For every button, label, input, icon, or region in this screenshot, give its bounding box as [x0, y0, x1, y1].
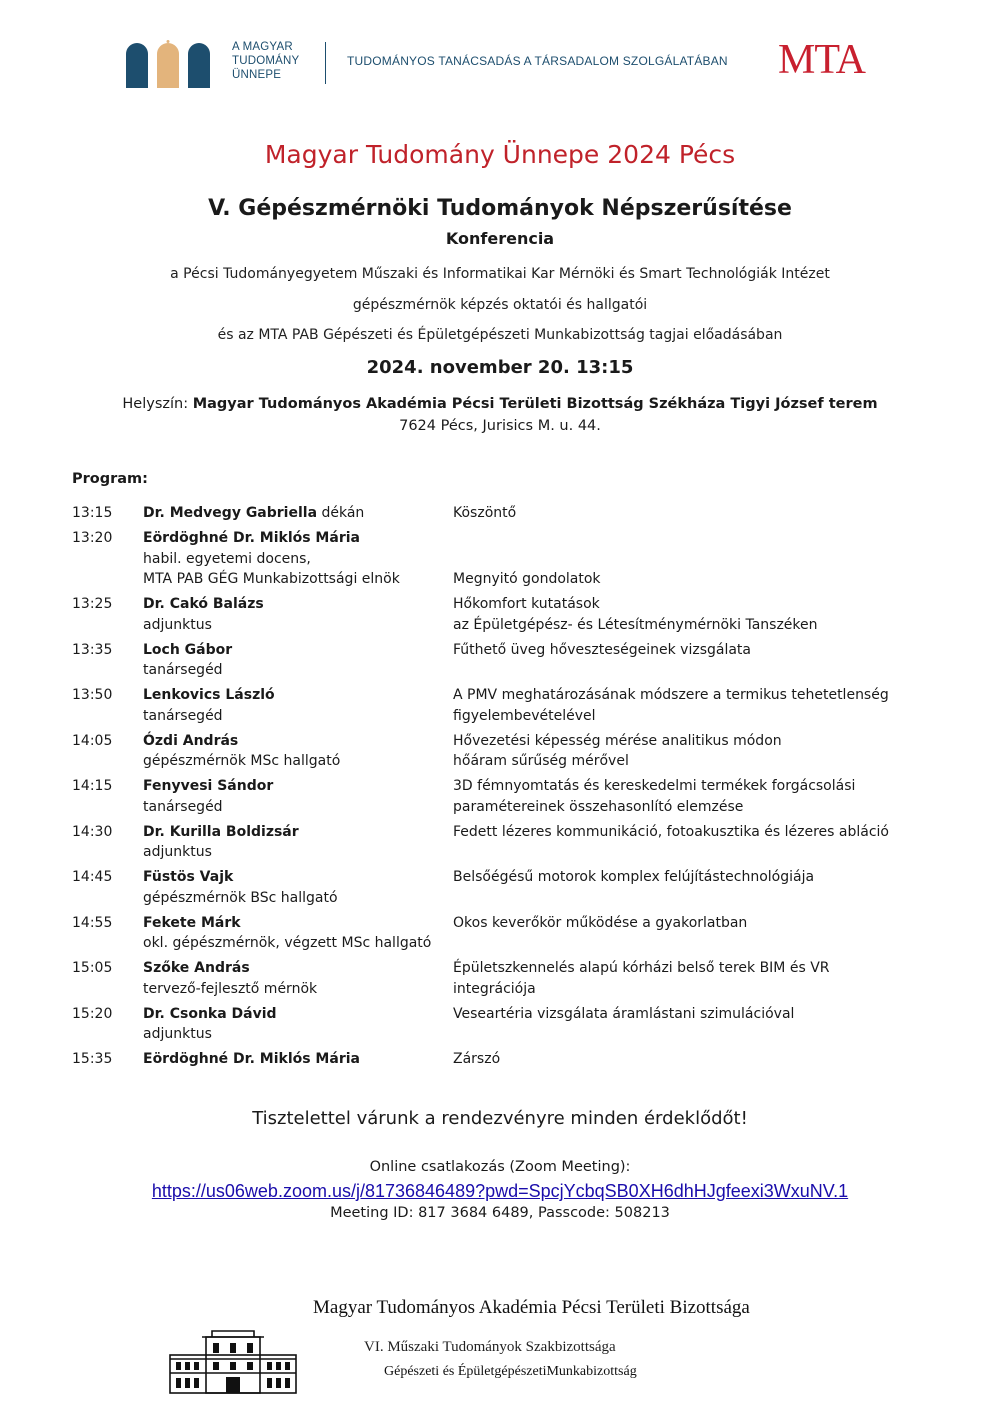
event-date: 2024. november 20. 13:15 [366, 357, 634, 378]
speaker-name-line [143, 733, 238, 749]
program-row [72, 776, 932, 817]
speaker-name-line [143, 596, 264, 612]
speaker-name: Fekete Márk [143, 914, 241, 931]
speaker-role: gépészmérnök MSc hallgató [143, 753, 341, 769]
speaker-name-line [143, 869, 233, 885]
program-row [72, 1049, 932, 1070]
speaker-name-line [143, 505, 364, 521]
meeting-info: Meeting ID: 817 3684 6489, Passcode: 508213 [330, 1205, 670, 1221]
program-time: 14:45 [72, 869, 113, 885]
program-row [72, 685, 932, 726]
program-time: 15:05 [72, 960, 113, 976]
program-topic: Belsőégésű motorok komplex felújítástechnológiája [453, 869, 815, 885]
welcome-message: Tisztelettel várunk a rendezvényre minden érdeklődőt! [252, 1108, 748, 1129]
speaker-name: Dr. Kurilla Boldizsár [143, 823, 299, 840]
program-row [72, 640, 932, 681]
program-row [72, 503, 932, 524]
program-time: 15:20 [72, 1005, 113, 1022]
program-row [72, 822, 932, 863]
speaker-name-line [143, 824, 299, 840]
intro-line-3: és az MTA PAB Gépészeti és Épületgépészeti Munkabizottság tagjai előadásában [217, 327, 783, 343]
venue-label: Helyszín: [122, 396, 193, 412]
program-speaker [143, 594, 453, 635]
program-time: 13:35 [72, 641, 113, 658]
logo-text [232, 40, 299, 82]
program-topic: Fedett lézeres kommunikáció, fotoakusztika és lézeres abláció [453, 823, 889, 840]
footer-organization: Magyar Tudományos Akadémia Pécsi Területi Bizottsága [313, 1297, 750, 1318]
speaker-name: Loch Gábor [143, 641, 233, 658]
mta-logo: MTA [778, 37, 865, 83]
speaker-role: okl. gépészmérnök, végzett MSc hallgató [143, 935, 432, 951]
program-label: Program: [72, 471, 148, 487]
speaker-name-line [143, 778, 273, 794]
program-speaker [143, 640, 453, 681]
speaker-name: Lenkovics László [143, 687, 275, 703]
program-time: 13:25 [72, 596, 113, 612]
program-speaker [143, 1049, 453, 1070]
footer-committee: VI. Műszaki Tudományok Szakbizottsága [364, 1339, 616, 1355]
tudomany-unnepe-logo-icon [124, 40, 214, 88]
venue-name: Magyar Tudományos Akadémia Pécsi Területi Bizottság Székháza Tigyi József terem [192, 396, 878, 412]
program-row [72, 913, 932, 954]
speaker-role: tervező-fejlesztő mérnök [143, 980, 318, 997]
speaker-name: Fenyvesi Sándor [143, 778, 274, 794]
speaker-role: adjunktus [143, 616, 212, 633]
program-topic: Okos keverőkör működése a gyakorlatban [453, 914, 748, 931]
program-time: 14:55 [72, 914, 113, 931]
conference-title: V. Gépészmérnöki Tudományok Népszerűsítése [208, 196, 792, 221]
program-time: 15:35 [72, 1051, 113, 1067]
speaker-name: Dr. Medvegy Gabriella [143, 505, 318, 521]
speaker-name-line [143, 687, 275, 703]
program-speaker [143, 1004, 453, 1045]
program-time: 13:15 [72, 505, 113, 521]
program-speaker [143, 913, 453, 954]
speaker-role: gépészmérnök BSc hallgató [143, 889, 338, 906]
speaker-role: tanársegéd [143, 798, 223, 815]
speaker-name-line [143, 915, 241, 931]
header-tagline: TUDOMÁNYOS TANÁCSADÁS A TÁRSADALOM SZOLGÁLATÁBAN [347, 54, 728, 68]
speaker-name-line [143, 530, 360, 546]
speaker-title: dékán [317, 505, 365, 521]
venue-line [0, 396, 1000, 412]
program-time: 13:20 [72, 530, 113, 546]
program-speaker [143, 731, 453, 772]
program-list [72, 503, 932, 1074]
conference-subtitle: Konferencia [445, 229, 555, 248]
speaker-name-line [143, 960, 250, 976]
program-row [72, 594, 932, 635]
program-row [72, 528, 932, 590]
speaker-name: Eördöghné Dr. Miklós Mária [143, 530, 360, 546]
program-topic: Veseartéria vizsgálata áramlástani szimulációval [453, 1005, 795, 1022]
building-icon [168, 1329, 298, 1395]
program-topic: Épületszkennelés alapú kórházi belső terek BIM és VR integrációja [453, 960, 830, 997]
program-time: 14:30 [72, 823, 113, 840]
speaker-role: adjunktus [143, 844, 212, 860]
program-topic: Hővezetési képesség mérése analitikus módon hőáram sűrűség mérővel [453, 732, 782, 769]
logo-line-3: ÜNNEPE [232, 69, 282, 81]
header-bar [120, 36, 880, 98]
speaker-name-line [143, 642, 232, 658]
speaker-name: Dr. Csonka Dávid [143, 1005, 277, 1022]
speaker-role: tanársegéd [143, 707, 223, 724]
speaker-name: Dr. Cakó Balázs [143, 596, 264, 612]
footer-workgroup: Gépészeti és ÉpületgépészetiMunkabizottság [384, 1364, 637, 1379]
program-topic: Fűthető üveg hőveszteségeinek vizsgálata [453, 641, 751, 658]
program-topic: Hőkomfort kutatások az Épületgépész- és Létesítménymérnöki Tanszéken [453, 596, 818, 633]
speaker-name-line [143, 1006, 277, 1022]
venue-address: 7624 Pécs, Jurisics M. u. 44. [399, 418, 601, 434]
program-time: 14:05 [72, 732, 113, 749]
program-speaker [143, 958, 453, 999]
program-speaker [143, 685, 453, 726]
program-topic: 3D fémnyomtatás és kereskedelmi termékek forgácsolási paramétereinek összehasonlító elemzése [453, 778, 856, 815]
zoom-meeting-link[interactable]: https://us06web.zoom.us/j/81736846489?pwd=SpcjYcbqSB0XH6dhHJgfeexi3WxuNV.1 [151, 1181, 849, 1201]
program-speaker [143, 867, 453, 908]
program-topic: Zárszó [453, 1051, 501, 1067]
speaker-name: Füstös Vajk [143, 869, 234, 885]
program-time: 13:50 [72, 687, 113, 703]
speaker-name: Eördöghné Dr. Miklós Mária [143, 1051, 360, 1067]
program-row [72, 731, 932, 772]
speaker-name-line [143, 1051, 360, 1067]
program-topic: Köszöntő [453, 505, 517, 521]
speaker-role: adjunktus [143, 1026, 212, 1042]
intro-line-2: gépészmérnök képzés oktatói és hallgatói [352, 297, 648, 313]
program-topic: A PMV meghatározásának módszere a termikus tehetetlenség figyelembevételével [453, 687, 889, 724]
speaker-name: Ózdi András [143, 732, 239, 749]
program-topic: Megnyitó gondolatok [453, 571, 601, 587]
program-row [72, 867, 932, 908]
speaker-role: tanársegéd [143, 662, 223, 678]
intro-line-1: a Pécsi Tudományegyetem Műszaki és Informatikai Kar Mérnöki és Smart Technológiák Intézet [170, 266, 830, 282]
speaker-role: habil. egyetemi docens, MTA PAB GÉG Munkabizottsági elnök [143, 550, 400, 587]
logo-line-2: TUDOMÁNY [232, 55, 300, 67]
program-speaker [143, 776, 453, 817]
online-label: Online csatlakozás (Zoom Meeting): [369, 1159, 631, 1175]
program-row [72, 1004, 932, 1045]
program-speaker [143, 503, 453, 524]
event-title: Magyar Tudomány Ünnepe 2024 Pécs [264, 140, 736, 169]
program-speaker [143, 528, 453, 590]
program-time: 14:15 [72, 778, 113, 794]
program-speaker [143, 822, 453, 863]
program-row [72, 958, 932, 999]
logo-line-1: A MAGYAR [232, 41, 293, 53]
header-divider [325, 42, 326, 84]
speaker-name: Szőke András [143, 960, 250, 976]
